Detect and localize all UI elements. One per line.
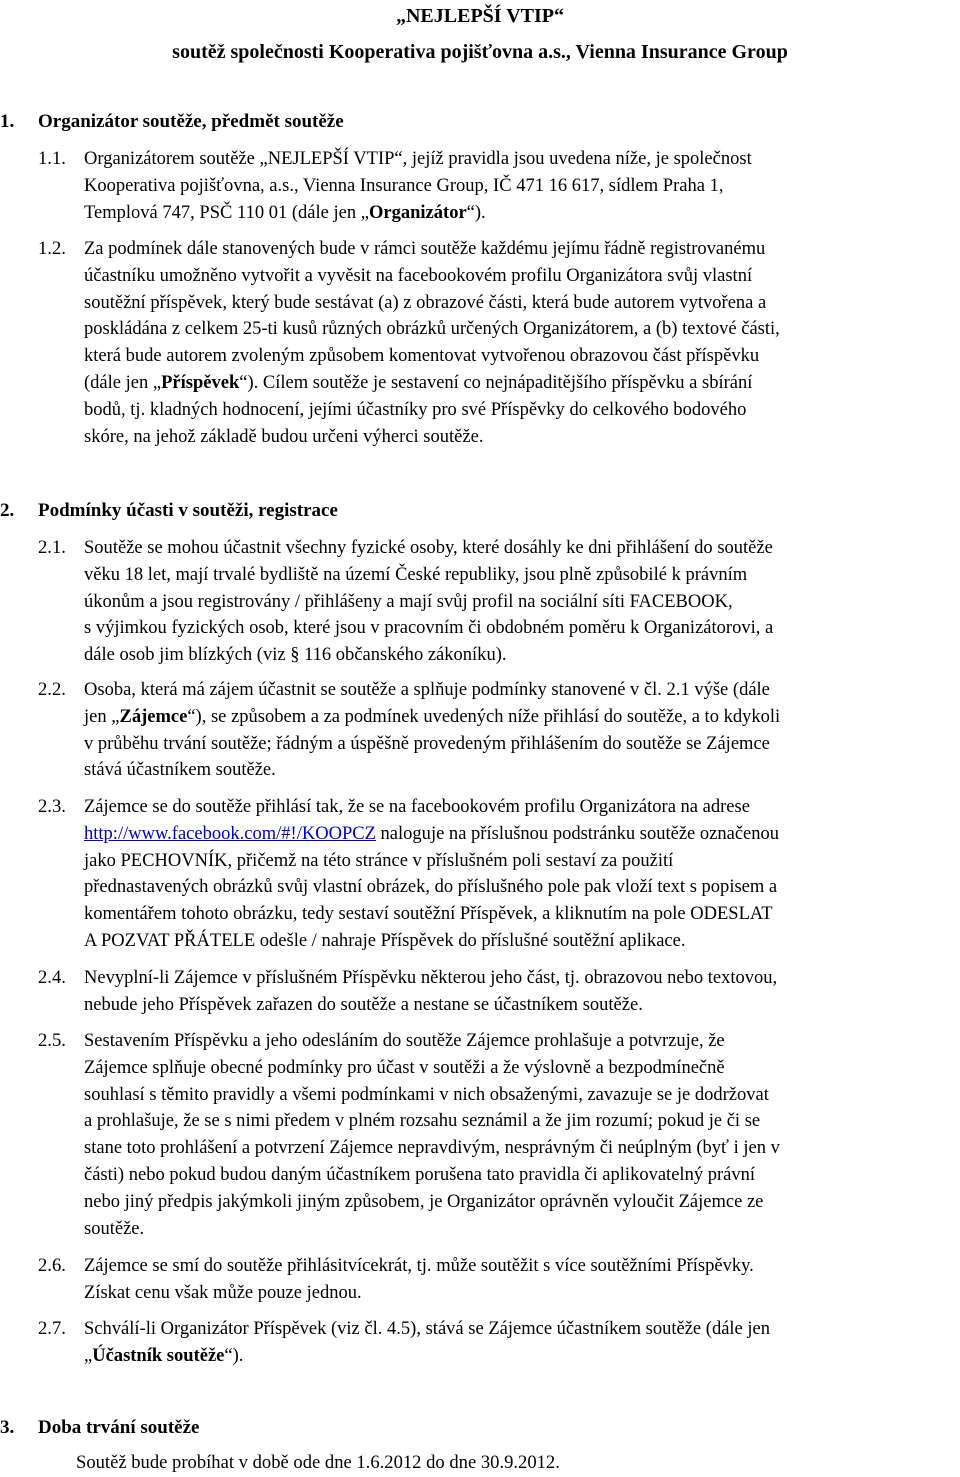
paragraph-line — [0, 704, 960, 731]
paragraph-line: Organizátorem soutěže „NEJLEPŠÍ VTIP“, jejíž pravidla jsou uvedena níže, je společnost — [84, 148, 752, 169]
paragraph-line: přednastavených obrázků svůj vlastní obrázek, do příslušného pole pak vloží text s popisem a — [84, 876, 778, 898]
paragraph-number: 2.3. — [38, 796, 66, 817]
paragraph-line — [0, 370, 960, 397]
text-run: “). — [224, 1344, 244, 1366]
facebook-profile-link[interactable]: http://www.facebook.com/#!/KOOPCZ — [84, 822, 376, 844]
paragraph-line: Soutěže se mohou účastnit všechny fyzické osoby, které dosáhly ke dni přihlášení do soutěže — [84, 537, 773, 558]
text-run: (dále jen „ — [84, 371, 162, 393]
defined-term-zajemce: Zájemce — [119, 705, 188, 727]
paragraph-line: Kooperativa pojišťovna, a.s., Vienna Insurance Group, IČ 471 16 617, sídlem Praha 1, — [84, 174, 724, 196]
paragraph-line: úkonům a jsou registrovány / přihlášeny a mají svůj profil na sociální síti FACEBOOK, — [84, 590, 733, 612]
paragraph-line: Získat cenu však může pouze jednou. — [84, 1281, 362, 1303]
section-1-heading — [0, 109, 344, 135]
section-1-title: Organizátor soutěže, předmět soutěže — [38, 111, 344, 132]
paragraph-line: v průběhu trvání soutěže; řádným a úspěšně provedeným přihlášením do soutěže se Zájemce — [84, 732, 770, 754]
document-title: „NEJLEPŠÍ VTIP“ — [395, 5, 564, 27]
paragraph-line: soutěžní příspěvek, který bude sestávat (a) z obrazové části, která bude autorem vytvořena a — [84, 291, 767, 313]
section-3-text: Soutěž bude probíhat v době ode dne 1.6.2012 do dne 30.9.2012. — [76, 1452, 560, 1473]
paragraph-line: Zájemce se do soutěže přihlásí tak, že se na facebookovém profilu Organizátora na adrese — [84, 796, 750, 817]
paragraph-line — [0, 200, 960, 227]
paragraph-line: Nevyplní-li Zájemce v příslušném Příspěvku některou jeho část, tj. obrazovou nebo textovou, — [84, 967, 778, 988]
paragraph-line: Zájemce se smí do soutěže přihlásitvícekrát, tj. může soutěžit s více soutěžními Příspěvky. — [84, 1255, 754, 1276]
paragraph-1-1 — [0, 146, 960, 226]
paragraph-line: Zájemce splňuje obecné podmínky pro účast v soutěži a že výslovně a bezpodmínečně — [84, 1056, 725, 1078]
paragraph-line: souhlasí s těmito pravidly a všemi podmínkami v nich obsaženými, zavazuje se je dodržovat — [84, 1083, 769, 1105]
paragraph-line — [0, 821, 960, 848]
text-run: „ — [84, 1344, 93, 1366]
defined-term-ucastnik-souteze: Účastník soutěže — [92, 1344, 225, 1366]
paragraph-number: 2.2. — [38, 679, 66, 700]
paragraph-line: jako PECHOVNÍK, přičemž na této stránce v příslušném poli sestaví za použití — [84, 849, 674, 871]
paragraph-line: s výjimkou fyzických osob, které jsou v pracovním či obdobném poměru k Organizátorovi, a — [84, 617, 774, 639]
paragraph-line: věku 18 let, mají trvalé bydliště na území České republiky, jsou plně způsobilé k právním — [84, 563, 748, 585]
text-run: Templová 747, PSČ 110 01 (dále jen „ — [84, 201, 369, 223]
paragraph-number: 2.4. — [38, 967, 66, 988]
section-3-heading — [0, 1415, 199, 1441]
paragraph-2-4 — [0, 965, 960, 1019]
section-2-heading — [0, 498, 338, 524]
paragraph-line: poskládána z celkem 25-ti kusů různých obrázků určených Organizátorem, a (b) textové části, — [84, 318, 780, 340]
paragraph-number: 2.7. — [38, 1318, 66, 1339]
paragraph-line: stává účastníkem soutěže. — [84, 759, 276, 781]
paragraph-line: A POZVAT PŘÁTELE odešle / nahraje Příspěvek do příslušné soutěžní aplikace. — [84, 929, 686, 951]
text-run: naloguje na příslušnou podstránku soutěže označenou — [375, 822, 780, 844]
paragraph-2-1 — [0, 535, 960, 669]
paragraph-line: nebude jeho Příspěvek zařazen do soutěže a nestane se účastníkem soutěže. — [84, 993, 643, 1015]
paragraph-2-6 — [0, 1253, 960, 1307]
paragraph-2-5 — [0, 1028, 960, 1242]
paragraph-2-2 — [0, 677, 960, 784]
paragraph-line — [0, 1343, 960, 1370]
paragraph-number: 2.1. — [38, 537, 66, 558]
paragraph-2-7 — [0, 1316, 960, 1370]
paragraph-line: Sestavením Příspěvku a jeho odesláním do soutěže Zájemce prohlašuje a potvrzuje, že — [84, 1030, 725, 1051]
text-run: “), se způsobem a za podmínek uvedených níže přihlásí do soutěže, a to kdykoli — [187, 705, 781, 727]
document-subtitle: soutěž společnosti Kooperativa pojišťovna a.s., Vienna Insurance Group — [172, 41, 788, 63]
text-run: jen „ — [84, 705, 120, 727]
paragraph-number: 1.2. — [38, 238, 66, 259]
paragraph-line: nebo jiný předpis jakýmkoli jiným způsobem, je Organizátor oprávněn vyloučit Zájemce ze — [84, 1190, 764, 1212]
text-run: “). — [466, 201, 486, 223]
section-2-number: 2. — [0, 500, 15, 521]
paragraph-line: soutěže. — [84, 1217, 145, 1239]
paragraph-line: Za podmínek dále stanovených bude v rámci soutěže každému jejímu řádně registrovanému — [84, 238, 766, 259]
paragraph-1-2 — [0, 236, 960, 450]
section-1-number: 1. — [0, 111, 15, 132]
paragraph-line: dále osob jim blízkých (viz § 116 občanského zákoníku). — [84, 644, 507, 666]
paragraph-line: Schválí-li Organizátor Příspěvek (viz čl. 4.5), stává se Zájemce účastníkem soutěže (dále jen — [84, 1318, 771, 1339]
paragraph-line: stane toto prohlášení a potvrzení Zájemce nepravdivým, nesprávným či neúplným (byť i jen v — [84, 1137, 780, 1159]
paragraph-line: bodů, tj. kladných hodnocení, jejími účastníky pro své Příspěvky do celkového bodového — [84, 398, 747, 420]
paragraph-line: skóre, na jehož základě budou určeni výherci soutěže. — [84, 425, 484, 447]
paragraph-line: Osoba, která má zájem účastnit se soutěže a splňuje podmínky stanovené v čl. 2.1 výše (dále — [84, 679, 770, 700]
text-run: “). Cílem soutěže je sestavení co nejnápaditějšího příspěvku a sbírání — [239, 371, 753, 393]
paragraph-number: 2.5. — [38, 1030, 66, 1051]
section-3-number: 3. — [0, 1417, 15, 1438]
paragraph-number: 1.1. — [38, 148, 66, 169]
section-3-title: Doba trvání soutěže — [38, 1417, 200, 1438]
paragraph-line: účastníku umožněno vytvořit a vyvěsit na facebookovém profilu Organizátora svůj vlastní — [84, 264, 753, 286]
paragraph-line: části) nebo pokud budou daným účastníkem porušena tato pravidla či aplikovatelný právní — [84, 1163, 756, 1185]
paragraph-number: 2.6. — [38, 1255, 66, 1276]
paragraph-line: a prohlašuje, že se s nimi předem v plném rozsahu seznámil a že jim rozumí; pokud je či se — [84, 1110, 761, 1132]
defined-term-organizator: Organizátor — [368, 201, 467, 223]
paragraph-2-3 — [0, 794, 960, 955]
section-2-title: Podmínky účasti v soutěži, registrace — [38, 500, 338, 521]
paragraph-line: komentářem tohoto obrázku, tedy sestaví soutěžní Příspěvek, a kliknutím na pole ODESLAT — [84, 903, 773, 925]
defined-term-prispevek: Příspěvek — [161, 371, 240, 393]
paragraph-line: která bude autorem zvoleným způsobem komentovat vytvořenou obrazovou část příspěvku — [84, 345, 760, 367]
